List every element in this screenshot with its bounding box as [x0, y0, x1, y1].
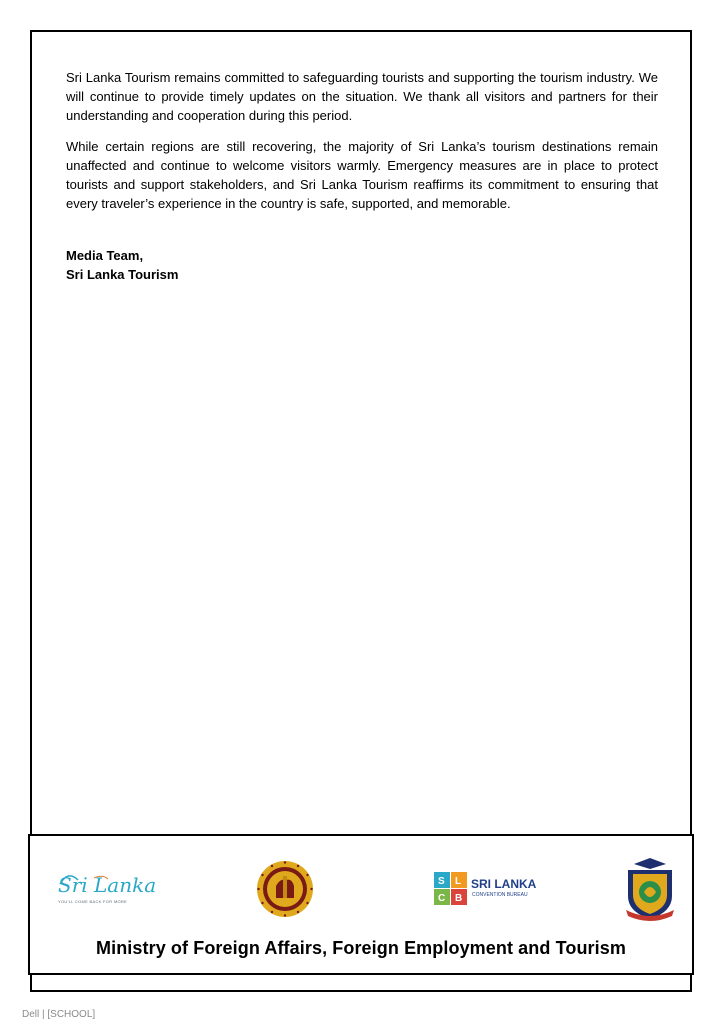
signature-block [66, 246, 178, 284]
signature-line-team: Media Team, [66, 248, 144, 263]
paragraph-1: Sri Lanka Tourism remains committed to safeguarding tourists and supporting the tourism industry. We will continue to provide timely updates on the situation. We thank all visitors and partners for their understanding and cooperation during this period. [66, 70, 658, 123]
national-emblem-seal [256, 860, 314, 918]
footer-box [28, 834, 694, 975]
sclb-subtitle: CONVENTION BUREAU [472, 892, 528, 898]
sclb-letter-l: L [455, 876, 462, 887]
letter-body [66, 68, 658, 225]
sri-lanka-tourism-logo [54, 866, 157, 906]
institute-crest [620, 856, 680, 922]
paragraph-2: While certain regions are still recovering, the majority of Sri Lanka’s tourism destinations remain unaffected and continue to welcome visitors warmly. Emergency measures are in place to protect tourists and support stakeholders, and Sri Lanka Tourism reaffirms its commitment to ensuring that every traveler’s experience in the country is safe, supported, and memorable. [66, 139, 658, 211]
page-footer: Dell | [SCHOOL] [22, 1009, 96, 1020]
sri-lanka-tagline: YOU'LL COME BACK FOR MORE [58, 899, 128, 904]
convention-bureau-logo [434, 870, 546, 908]
signature-line-org: Sri Lanka Tourism [66, 267, 179, 282]
ministry-title: Ministry of Foreign Affairs, Foreign Employment and Tourism [96, 938, 626, 958]
sclb-name: SRI LANKA [471, 877, 537, 891]
sclb-letter-b: B [455, 893, 463, 904]
sclb-letter-s: S [438, 876, 445, 887]
sclb-letter-c: C [438, 893, 446, 904]
sri-lanka-wordmark: Sri Lanka [58, 873, 157, 897]
